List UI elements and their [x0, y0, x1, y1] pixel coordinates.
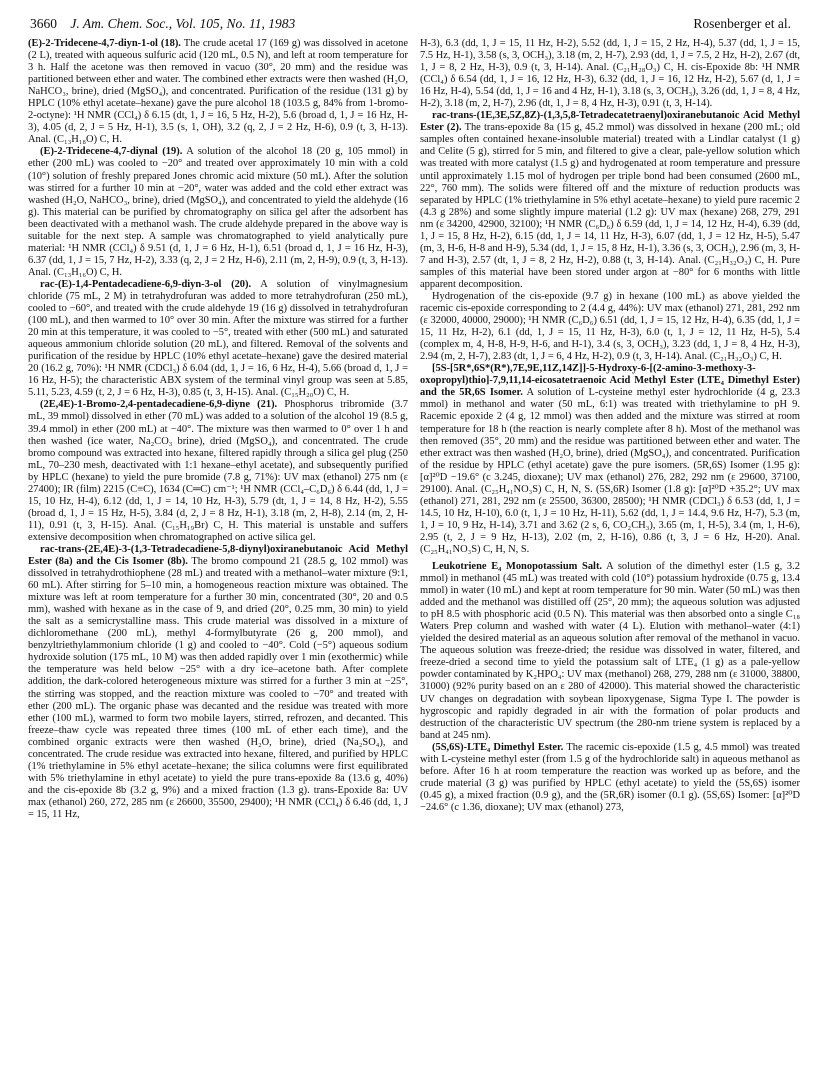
paragraph-title: (2E,4E)-1-Bromo-2,4-pentadecadiene-6,9-diyne (21).: [40, 399, 278, 411]
paragraph-body: H-3), 6.3 (dd, 1, J = 15, 11 Hz, H-2), 5.52 (dd, 1, J = 15, 2 Hz, H-4), 5.37 (dd, 1, J = 15, 7.5 Hz, H-1), 3.58 (s, 3, OCH₃), 3.18 (m, 2, H-7), 2.93 (dd, 1, J = 7.5, 2 Hz, H-2), 2.67 (dt, 1, J = 8, 2 Hz, H-3), 0.9 (t, 3, H-14). Anal. (C₂₁H₂₈O₃) C, H. cis-Epoxide 8b: ¹H NMR (CCl₄) δ 6.54 (dd, 1, J = 16, 12 Hz, H-3), 6.32 (dd, 1, J = 16, 12 Hz, H-2), 5.67 (d, 1, J = 16 Hz, H-4), 5.54 (dd, 1, J = 16 and 4 Hz, H-1), 3.18 (s, 3, OCH₃), 3.26 (dd, 1, J = 8, 4 Hz, H-2), 3.18 (m, 2, H-7), 2.96 (dt, 1, J = 8, 4 Hz, H-3), 0.91 (t, 3, H-14).: [420, 38, 800, 110]
paragraph-body: A solution of vinylmagnesium chloride (75 mL, 2 M) in tetrahydrofuran was added to more tetrahydrofuran (250 mL), cooled to −60°, and treated with the crude aldehyde 19 (16 g) dissolved in tetrahydrofuran (100 mL), and then warmed to 10° over 30 min. After the mixture was stirred for a further 20 min at this temperature, it was cooled to −5°, treated with ether (500 mL) and saturated aqueous ammonium chloride solution (20 mL), and filtered. Removal of the solvents and purification of the residue by HPLC (10% ethyl acetate–hexane) gave the desired material 20 (16.2 g, 70%): ¹H NMR (CDCl₃) δ 6.04 (dd, 1, J = 16, 6 Hz, H-4), 5.66 (broad d, 1, J = 16 Hz, H-5); the characteristic ABX system of the terminal vinyl group was seen at 5.85, 5.11, 5.23, 4.59 (t, 2, J = 6 Hz, H-3), 0.85 (t, 3, H-15). Anal. (C₁₅H₂₀O) C, H.: [28, 278, 408, 399]
paragraph-body: The bromo compound 21 (28.5 g, 102 mmol) was dissolved in tetrahydrothiophene (28 mL) and treated with a methanol–water mixture (9:1, 60 mL). After stirring for 5–10 min, a homogeneous reaction mixture was obtained. The mixture was left at room temperature for a further 30 min, concentrated (30°, 20 and 0.5 mm), washed with hexane as in the case of 9, and dried (20°, 0.25 mm, 30 min) to yield the salt as a semicrystalline mass. This crude material was dissolved in a mixture of dichloromethane (200 mL), methyl 4-formylbutyrate (26 g, 200 mmol), and benzyltriethylammonium chloride (1 g) and cooled to −40°. Cold (−5°) aqueous sodium hydroxide solution (175 mL, 10 M) was then added rapidly over 1 min (exothermic) while the temperature was held below −25° with a dry ice–acetone bath. After complete addition, the dark-colored heterogeneous mixture was stirred for a further 3 min at −25°, the stirring was stopped, and the reaction mixture was cooled to −70° and treated with ether (200 mL). The organic phase was decanted and the residue was treated with more ether (100 mL), warmed to form two mobile layers, stirred, refrozen, and decanted. This freeze–thaw cycle was repeated three times (100 mL of ether each time), and the combined organic extracts were then washed (H₂O, brine), dried (Na₂SO₄), and concentrated. The crude residue was extracted into hexane, filtered, and purified by HPLC (1% triethylamine in 5% ethyl acetate–hexane; the silica columns were first equilibrated with 5% triethylamine in ethyl acetate) to yield the pure trans-epoxide 8a (13.6 g, 40%) and the cis-epoxide 8b (3.2 g, 9%) and a mixed fraction (1.3 g). trans-Epoxide 8a: UV max (ethanol) 260, 272, 285 nm (ε 26600, 35500, 29400); ¹H NMR (CCl₄) δ 6.46 (dd, 1, J = 15, 11 Hz,: [28, 556, 408, 820]
right-column: [420, 38, 800, 1060]
paragraph-title: rac-trans-(2E,4E)-3-(1,3-Tetradecadiene-5,8-diynyl)oxiranebutanoic Acid Methyl Ester (8a) and the Cis Isomer (8b).: [28, 543, 408, 568]
paragraph-continuation: [420, 38, 800, 110]
page-number: 3660: [30, 16, 57, 31]
header-left: [30, 14, 295, 34]
paragraph-compound-20: [28, 279, 408, 399]
left-column: [28, 38, 408, 1060]
paragraph-title: [5S-[5R*,6S*(R*),7E,9E,11Z,14Z]]-5-Hydroxy-6-[(2-amino-3-methoxy-3-oxopropyl)thio]-7,9,11,14-eicosatetraenoic Acid Methyl Ester (LTE₄ Dimethyl Ester) and the 5R,6S Isomer.: [420, 363, 800, 399]
paragraph-lte4-potassium-salt: [420, 561, 800, 742]
paragraph-body: A solution of the alcohol 18 (20 g, 105 mmol) in ether (200 mL) was cooled to −20° and treated over approximately 10 min with a cold (10°) solution of freshly prepared Jones chromic acid mixture (50 mL). After the solution was stirred for a further 10 min at −20°, water was added and the cold ether extract was washed (H₂O, NaHCO₃, brine), dried (MgSO₄), and concentrated to yield the aldehyde (16 g). This material can be purified by chromatography on silica gel after the adsorbent has been deactivated with a methanol wash. The crude aldehyde prepared in the above way is suitable for the next step. A sample was chromatographed to yield analytically pure material: ¹H NMR (CCl₄) δ 9.51 (d, 1, J = 6 Hz, H-1), 6.51 (broad d, 1, J = 16 Hz, H-3), 6.37 (dd, 1, J = 15, 7 Hz, H-2), 3.33 (q, 2, J = 2 Hz, H-6), 2.11 (m, 2, H-9), 0.9 (t, 3, H-13). Anal. (C₁₃H₁₆O) C, H.: [28, 146, 408, 278]
paragraph-title: (E)-2-Tridecene-4,7-diynal (19).: [40, 146, 183, 158]
paragraph-body: A solution of the dimethyl ester (1.5 g, 3.2 mmol) in methanol (45 mL) was treated with cold (10°) potassium hydroxide (0.75 g, 13.4 mmol) in water (10 mL) and kept at room temperature for 90 min. Water (50 mL) was then added and the methanol was distilled off (25°, 20 mm); the aqueous solution was adjusted to pH 8.5 with phosphoric acid (0.5 N). This material was then absorbed onto a single C₁₈ Waters Prep column and washed with water (4 L). Elution with methanol–water (4:1) yielded the desired material as an aqueous solution after removal of the methanol in vacuo. The aqueous solution was freeze-dried; the residue was dissolved in water, filtered, and freeze-dried a second time to yield the potassium salt of LTE₄ (1 g) as a pale-yellow powder contaminated by K₂HPO₄: UV max (methanol) 268, 279, 288 nm (ε 31000, 38800, 31000) (92% purity based on an ε 280 of 42000). This material showed the characteristic UV changes on degradation with soybean lipoxygenase, Sigma Type I. The powder is hygroscopic and rapidly degraded in air with the formation of polar products and destruction of the characteristic UV spectrum (the 280-nm triene system is replaced by a band at 245 nm).: [420, 561, 800, 741]
paragraph-body: Hydrogenation of the cis-epoxide (9.7 g) in hexane (100 mL) as above yielded the racemic cis-epoxide corresponding to 2 (4.4 g, 44%): UV max (ethanol) 271, 281, 292 nm (ε 32000, 40000, 29000); ¹H NMR (C₆D₆) 6.51 (dd, 1, J = 15, 12 Hz, H-4), 6.35 (dd, 1, J = 15, 11 Hz, H-2), 6.1 (dd, 1, J = 15, 11 Hz, H-3), 6.0 (t, 1, J = 12, 11 Hz, H-5), 5.4 (complex m, 4, H-8, H-9, H-6, and H-1), 3.4 (s, 3, OCH₃), 3.23 (dd, 1, J = 8, 4 Hz, H-3), 2.94 (m, 2, H-7), 2.83 (dt, 1, J = 6, 4 Hz, H-2), 0.9 (t, 3, H-14). Anal. (C₂₁H₃₂O₃) C, H.: [420, 290, 800, 363]
paragraph-body: The trans-epoxide 8a (15 g, 45.2 mmol) was dissolved in hexane (200 mL; old samples often contained hexane-insoluble material) treated with a Lindlar catalyst (1 g) and Celite (5 g), stirred for 5 min, and filtered to give a clear, pale-yellow solution which was treated with more catalyst (1.5 g) and hydrogenated at room temperature and pressure until approximately 1.15 mol of hydrogen per triple bond had been consumed (2600 mL, 22°, 760 mm). The solids were filtered off and the mixture of reduction products was separated by HPLC (1% triethylamine in 5% ethyl acetate–hexane) to yield pure racemic 2 (4.3 g 28%) and some slightly impure material (1.2 g): UV max (hexane) 268, 279, 291 nm (ε 34200, 42900, 32100); ¹H NMR (C₆D₆) δ 6.59 (dd, 1, J = 14, 12 Hz, H-4), 6.39 (dd, 1, J = 15, 8 Hz, H-2), 6.15 (dd, 1, J = 14, 11 Hz, H-3), 6.07 (dd, 1, J = 12 Hz, H-5), 5.47 (m, 3, H-6, H-8 and H-9), 5.34 (dd, 1, J = 15, 8 Hz, H-1), 3.36 (s, 3, OCH₃), 2.96 (m, 3, H-7 and H-3), 2.57 (dt, 1, J = 8, 2 Hz, H-2), 0.88 (t, 3, H-14). Anal. (C₂₁H₃₂O₃) C, H. Pure samples of this material have been stored under argon at −80° for 6 months with little apparent decomposition.: [420, 122, 800, 290]
paragraph-title: Leukotriene E₄ Monopotassium Salt.: [432, 561, 603, 573]
paragraph-5s6s-lte4: [420, 742, 800, 814]
paragraph-compound-19: [28, 146, 408, 279]
paragraph-compound-8a-8b: [28, 544, 408, 821]
paragraph-compound-21: [28, 399, 408, 544]
paragraph-compound-18: [28, 38, 408, 146]
paragraph-title: (5S,6S)-LTE₄ Dimethyl Ester.: [432, 741, 564, 753]
paragraph-compound-2: [420, 110, 800, 291]
paragraph-body: The crude acetal 17 (169 g) was dissolved in acetone (2 L), treated with aqueous sulfuric acid (120 mL, 0.5 N), and left at room temperature for 3 h. Half the acetone was then removed in vacuo (30°, 20 mm) and the residue was partitioned between ether and water. The combined ether extracts were then washed (H₂O, NaHCO₃, brine), dried (MgSO₄), and concentrated. Purification of the residue (131 g) by HPLC (10% ethyl acetate–hexane) gave the pure alcohol 18 (103.5 g, 84% from 1-bromo-2-octyne): ¹H NMR (CCl₄) δ 6.15 (dt, 1, J = 16, 5 Hz, H-2), 5.6 (broad d, 1, J = 16 Hz, H-3), 4.05 (d, 2, J = 5 Hz, H-1), 3.5 (s, 1, OH), 3.2 (q, 2, J = 2 Hz, H-6), 0.9 (t, 3, H-13). Anal. (C₁₃H₁₈O) C, H.: [28, 38, 408, 146]
paragraph-title: rac-trans-(1E,3E,5Z,8Z)-(1,3,5,8-Tetradecatetraenyl)oxiranebutanoic Acid Methyl Ester (2).: [420, 110, 800, 134]
paragraph-body: The racemic cis-epoxide (1.5 g, 4.5 mmol) was treated with L-cysteine methyl ester (from 1.5 g of the hydrochloride salt) in aqueous methanol as before. After 16 h at room temperature the reaction was worked up as before, and the crude material (3 g) was purified by HPLC (ethyl acetate) to yield the (5S,6S) isomer (0.45 g), a mixed fraction (0.9 g), and the (5R,6R) isomer (0.1 g). (5S,6S) Isomer: [α]²⁰D −24.6° (c 1.36, dioxane); UV max (ethanol) 273,: [420, 741, 800, 813]
paragraph-cis-hydrogenation: [420, 291, 800, 363]
paragraph-title: (E)-2-Tridecene-4,7-diyn-1-ol (18).: [28, 38, 181, 49]
paragraph-body: Phosphorus tribromide (3.7 mL, 39 mmol) dissolved in ether (70 mL) was added to a solution of the alcohol 19 (8.5 g, 39.4 mmol) in ether (200 mL) at −40°. The mixture was then warmed to 0° over 1 h and then washed (ice water, Na₂CO₃ brine), dried (MgSO₄), and concentrated. The crude bromo compound was extracted into hexane, filtered rapidly through a silica gel plug (250 mL, 70–230 mesh, deactivated with 1:1 hexane–ethyl acetate), and subsequently purified by HPLC (hexane) to yield the pure bromide (7.8 g, 71%): UV max (ethanol) 275 nm (ε 27400); IR (film) 2215 (C≡C), 1634 (C═C) cm⁻¹; ¹H NMR (CCl₄–C₆D₆) δ 6.44 (dd, 1, J = 15, 10 Hz, H-4), 6.12 (dd, 1, J = 14, 10 Hz, H-3), 5.79 (dt, 1, J = 14, 8 Hz, H-2), 5.55 (broad d, 1, J = 15 Hz, H-5), 3.84 (d, 2, J = 8 Hz, H-1), 3.18 (m, 2, H-8), 2.14 (m, 2, H-11), 0.91 (t, 3, H-15). Anal. (C₁₅H₁₉Br) C, H. This material is unstable and suffers extensive decomposition when chromatographed on active silica gel.: [28, 399, 408, 543]
header-authors: Rosenberger et al.: [693, 16, 791, 31]
running-header: [30, 14, 791, 34]
paragraph-title: rac-(E)-1,4-Pentadecadiene-6,9-diyn-3-ol (20).: [40, 278, 252, 290]
journal-citation: J. Am. Chem. Soc., Vol. 105, No. 11, 1983: [70, 16, 296, 31]
paragraph-body: A solution of L-cysteine methyl ester hydrochloride (4 g, 23.3 mmol) in methanol and water (50 mL, 6:1) was treated with triethylamine to pH 9. Racemic epoxide 2 (4 g, 12 mmol) was then added and the mixture was stirred at room temperature for 18 h (the reaction is nearly complete after 8 h). Most of the methanol was then removed (35°, 20 mm) and the residue was partitioned between ether and water. The ether extract was then washed (H₂O, brine), dried (MgSO₄), and concentrated. Purification of the residue by HPLC (ethyl acetate) gave the pure isomers. (5R,6S) Isomer (1.95 g): [α]²⁰D −19.6° (c 3.245, dioxane); UV max (ethanol) 276, 282, 292 nm (ε 29600, 37100, 29100). Anal. (C₂₅H₄₁NO₃S) C, H, N, S. (5S,6R) Isomer (1.8 g): [α]²⁰D +35.2°; UV max (ethanol) 271, 281, 292 nm (ε 25500, 36300, 28500); ¹H NMR (CDCl₃) δ 6.53 (dd, 1, J = 14.5, 10 Hz, H-10), 6.0 (t, 1, J = 10 Hz, H-11), 5.62 (dd, 1, J = 14.4, 9.6 Hz, H-7), 5.3 (m, 1, J = 10, 9 Hz, H-14), 3.71 and 3.62 (2 s, 6, CO₂CH₃), 3.65 (m, 1, H-5), 3.4 (m, 1, H-6), 2.95 (t, 2, J = 9 Hz, H-13), 2.02 (m, 2, H-16), 0.86 (t, 3, J = 6 Hz, H-20). Anal. (C₂₅H₄₁NO₃S) C, H, N, S.: [420, 387, 800, 555]
paragraph-lte4-dimethyl-ester: [420, 363, 800, 556]
